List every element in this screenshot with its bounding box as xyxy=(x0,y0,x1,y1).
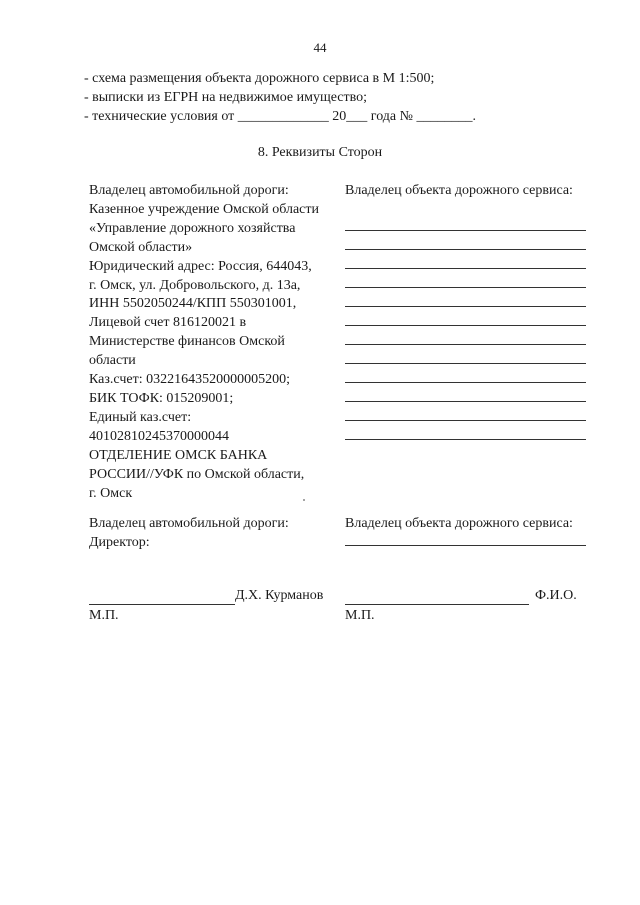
blank-fill-line xyxy=(345,288,586,307)
road-owner-line: РОССИИ//УФК по Омской области, xyxy=(89,466,305,482)
road-owner-line: области xyxy=(89,353,136,369)
road-owner-signature-block xyxy=(89,514,329,552)
page-number: 44 xyxy=(313,40,327,55)
service-owner-blank-lines xyxy=(345,212,590,440)
director-label: Директор: xyxy=(89,535,150,550)
service-owner-heading: Владелец объекта дорожного сервиса: xyxy=(345,183,573,198)
blank-fill-line xyxy=(345,383,586,402)
blank-fill-line xyxy=(345,231,586,250)
road-owner-signature-heading: Владелец автомобильной дороги: xyxy=(89,516,289,531)
signature-line xyxy=(345,589,529,605)
road-owner-signature xyxy=(89,586,339,625)
service-owner-signature xyxy=(345,586,590,625)
stamp-place-label: М.П. xyxy=(345,608,375,623)
blank-fill-line xyxy=(345,345,586,364)
service-owner-signature-heading: Владелец объекта дорожного сервиса: xyxy=(345,516,573,531)
position-blank-line xyxy=(345,545,586,546)
signatory-name: Д.Х. Курманов xyxy=(235,588,324,603)
blank-fill-line xyxy=(345,402,586,421)
road-owner-line: Министерстве финансов Омской xyxy=(89,334,285,350)
road-owner-line: Юридический адрес: Россия, 644043, xyxy=(89,258,312,274)
road-owner-line: г. Омск, ул. Добровольского, д. 13а, xyxy=(89,277,301,293)
blank-fill-line xyxy=(345,421,586,440)
road-owner-details xyxy=(89,182,329,503)
road-owner-line: БИК ТОФК: 015209001; xyxy=(89,390,234,406)
road-owner-line: Единый каз.счет: xyxy=(89,409,192,425)
list-item: - схема размещения объекта дорожного сервиса в М 1:500; xyxy=(84,71,435,86)
blank-fill-line xyxy=(345,269,586,288)
road-owner-line: Омской области» xyxy=(89,239,193,255)
stray-mark xyxy=(303,499,305,501)
blank-fill-line xyxy=(345,307,586,326)
road-owner-line: г. Омск xyxy=(89,485,133,501)
attachments-list xyxy=(84,69,564,126)
blank-fill-line xyxy=(345,250,586,269)
section-title: 8. Реквизиты Сторон xyxy=(257,145,383,160)
road-owner-line: ОТДЕЛЕНИЕ ОМСК БАНКА xyxy=(89,447,268,463)
blank-fill-line xyxy=(345,212,586,231)
blank-fill-line xyxy=(345,326,586,345)
road-owner-line: Каз.счет: 03221643520000005200; xyxy=(89,372,290,388)
signature-line xyxy=(89,589,235,605)
road-owner-line: ИНН 5502050244/КПП 550301001, xyxy=(89,296,297,312)
road-owner-line: 40102810245370000044 xyxy=(89,428,229,444)
road-owner-line: Казенное учреждение Омской области xyxy=(89,201,320,217)
road-owner-line: «Управление дорожного хозяйства xyxy=(89,220,296,236)
list-item: - выписки из ЕГРН на недвижимое имущество; xyxy=(84,90,368,105)
signatory-name-placeholder: Ф.И.О. xyxy=(535,588,577,603)
blank-fill-line xyxy=(345,364,586,383)
stamp-place-label: М.П. xyxy=(89,608,119,623)
service-owner-details xyxy=(345,182,590,440)
road-owner-line: Лицевой счет 816120021 в xyxy=(89,315,247,331)
service-owner-signature-block xyxy=(345,514,590,546)
list-item: - технические условия от _____________ 20___ года № ________. xyxy=(84,109,476,124)
road-owner-heading: Владелец автомобильной дороги: xyxy=(89,183,289,198)
